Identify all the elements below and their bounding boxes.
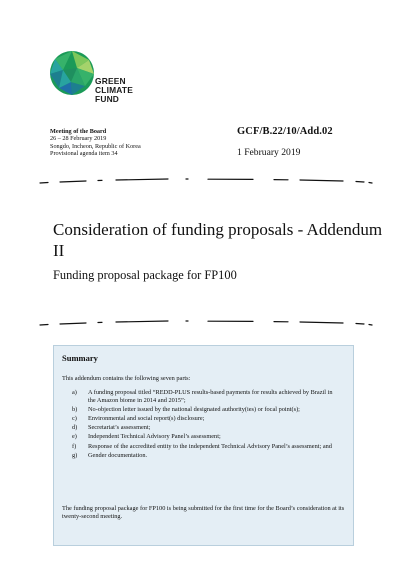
- gcf-logo: [49, 50, 169, 110]
- logo-wordmark: [95, 77, 133, 105]
- summary-box: [53, 345, 354, 546]
- list-marker: c): [72, 414, 77, 422]
- meeting-info: [50, 128, 141, 158]
- logo-text-line: CLIMATE: [95, 85, 133, 96]
- list-item-text: Independent Technical Advisory Panel’s assessment;: [88, 433, 221, 441]
- meeting-title: Meeting of the Board: [50, 128, 107, 135]
- meeting-place: Songdo, Incheon, Republic of Korea: [50, 142, 141, 150]
- logo-text-line: FUND: [95, 94, 120, 105]
- list-marker: a): [72, 389, 77, 396]
- agenda-item: Provisional agenda item 34: [50, 150, 118, 158]
- list-item-text: Secretariat’s assessment;: [88, 424, 151, 432]
- top-brush-divider: [38, 178, 374, 184]
- list-item-text: Response of the accredited entity to the independent Technical Advisory Panel’s assessment; and: [88, 442, 332, 450]
- summary-closing: The funding proposal package for FP100 is being submitted for the first time for the Board’s consideration at its twenty-second meeting.: [62, 505, 345, 520]
- list-item: [72, 415, 337, 423]
- list-item: [72, 406, 337, 414]
- document-date: 1 February 2019: [237, 147, 301, 158]
- summary-parts-list: [72, 389, 337, 461]
- list-item: [72, 443, 337, 451]
- list-item: [72, 452, 337, 460]
- list-item-text: Gender documentation.: [88, 451, 148, 459]
- logo-text-line: GREEN: [95, 76, 126, 86]
- summary-intro: This addendum contains the following seven parts:: [62, 375, 191, 382]
- bottom-brush-divider: [38, 320, 374, 326]
- page-subtitle: Funding proposal package for FP100: [53, 268, 237, 282]
- list-item: [72, 424, 337, 432]
- list-item-text: No-objection letter issued by the national designated authority(ies) or focal point(s);: [88, 405, 300, 413]
- list-marker: e): [72, 433, 77, 441]
- list-item-text: Environmental and social report(s) disclosure;: [88, 414, 205, 422]
- list-marker: b): [72, 405, 78, 413]
- list-marker: f): [72, 442, 77, 450]
- list-marker: g): [72, 451, 78, 459]
- document-reference: [237, 126, 333, 158]
- list-item-text: A funding proposal titled “REDD-PLUS results-based payments for results achieved by Brazil in the Amazon biome in 2014 and 2015”;: [88, 389, 333, 404]
- page-title: Consideration of funding proposals - Addendum II: [53, 220, 383, 260]
- list-item: [72, 389, 337, 404]
- meeting-dates: 26 – 28 February 2019: [50, 135, 107, 143]
- document-number: GCF/B.22/10/Add.02: [237, 126, 333, 137]
- summary-heading: Summary: [62, 353, 98, 363]
- list-marker: d): [72, 424, 78, 432]
- globe-icon: [49, 50, 95, 96]
- list-item: [72, 433, 337, 441]
